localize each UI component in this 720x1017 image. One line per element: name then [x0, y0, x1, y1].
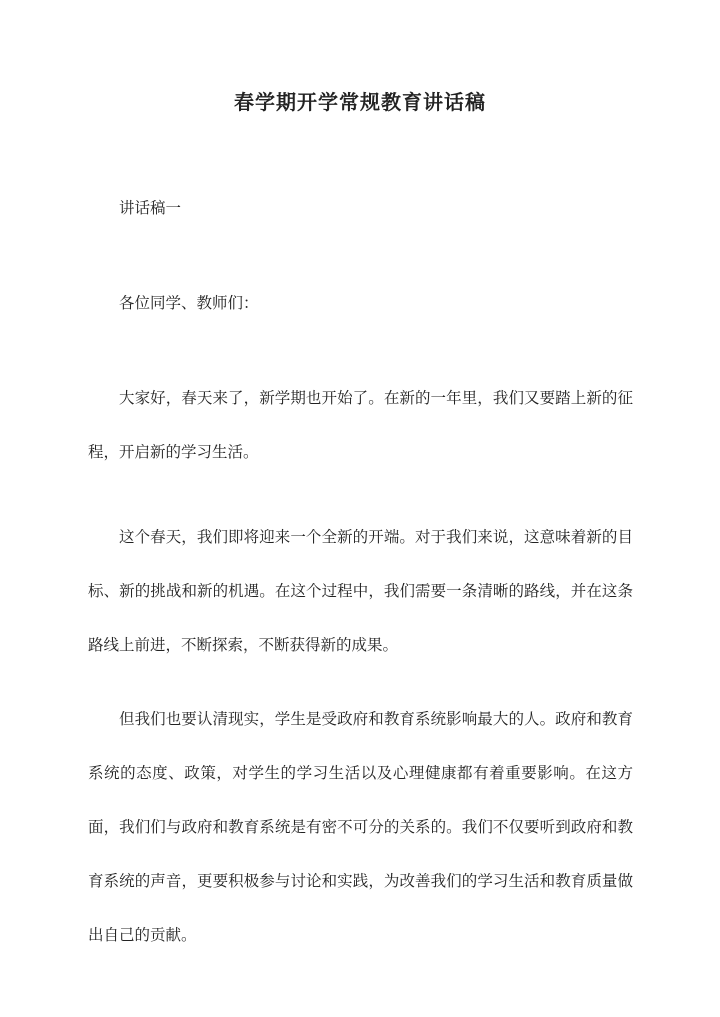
section-subtitle: 讲话稿一 — [119, 199, 182, 217]
greeting: 各位同学、教师们： — [119, 294, 259, 312]
paragraph-2: 这个春天，我们即将迎来一个全新的开端。对于我们来说，这意味着新的目标、新的挑战和新的机遇。在这个过程中，我们需要一条清晰的路线，并在这条路线上前进，不断探索，不断获得新的成果。 — [88, 528, 633, 654]
paragraph-1: 大家好，春天来了，新学期也开始了。在新的一年里，我们又要踏上新的征程，开启新的学习生活。 — [88, 389, 633, 461]
paragraph-3: 但我们也要认清现实，学生是受政府和教育系统影响最大的人。政府和教育系统的态度、政策，对学生的学习生活以及心理健康都有着重要影响。在这方面，我们们与政府和教育系统是有密不可分的关系的。我们不仅要听到政府和教育系统的声音，更要积极参与讨论和实践，为改善我们的学习生活和教育质量做出自己的贡献。 — [88, 710, 633, 944]
document-title: 春学期开学常规教育讲话稿 — [234, 90, 486, 114]
